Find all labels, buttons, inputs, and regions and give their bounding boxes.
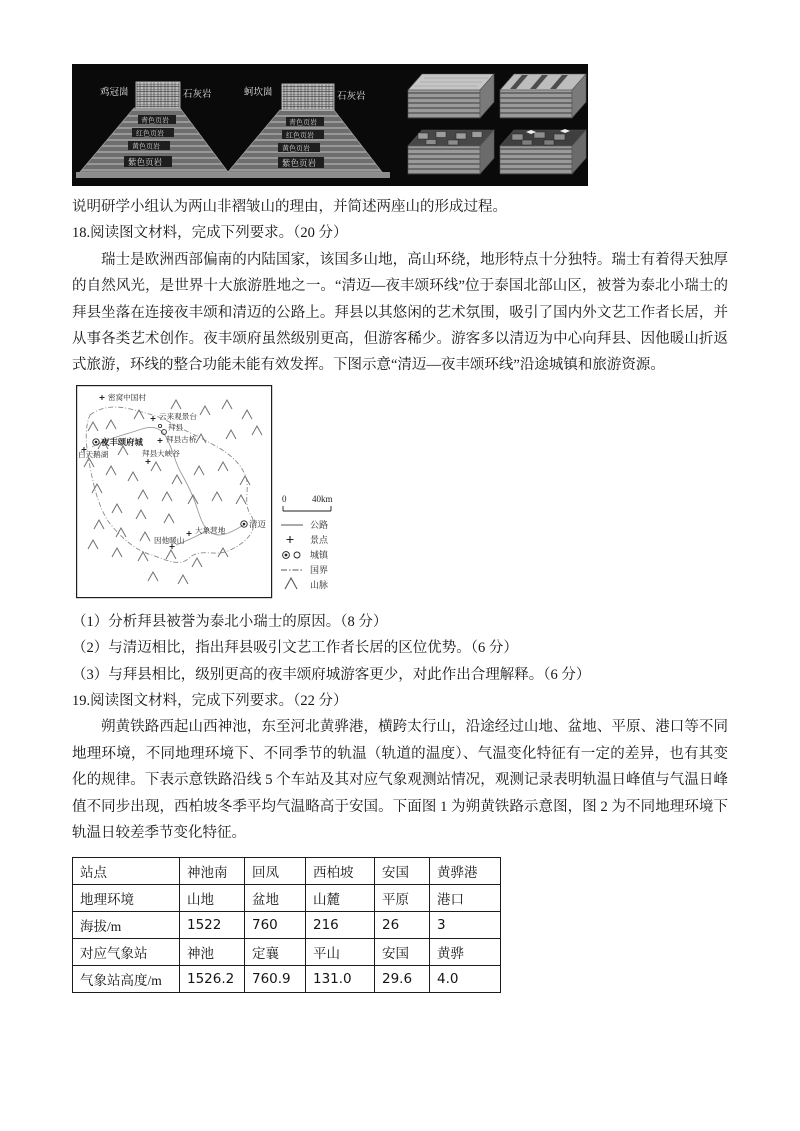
- table-cell: 131.0: [306, 965, 375, 992]
- erosion-block-4: [500, 129, 586, 174]
- layer-label: 紫色页岩: [282, 158, 317, 168]
- label-bridge: 拜县古桥: [166, 434, 197, 444]
- label-pai: 拜县: [168, 422, 184, 432]
- legend-mountain-label: 山脉: [310, 579, 329, 590]
- table-cell: 4.0: [430, 965, 501, 992]
- table-cell: 西柏坡: [306, 857, 375, 884]
- table-row: [73, 911, 501, 938]
- legend-road-label: 公路: [310, 519, 329, 530]
- table-cell: 神池南: [180, 857, 245, 884]
- layer-label: 黄色页岩: [282, 144, 310, 153]
- table-cell: 29.6: [375, 965, 430, 992]
- table-cell: 安国: [375, 857, 430, 884]
- table-cell: 黄骅港: [430, 857, 501, 884]
- layer-label: 黄色页岩: [132, 142, 160, 151]
- table-cell: 对应气象站: [73, 938, 180, 965]
- table-cell: 气象站高度/m: [73, 965, 180, 992]
- table-cell: 26: [375, 911, 430, 938]
- geology-figure: [72, 64, 588, 186]
- table-cell: 山地: [180, 884, 245, 911]
- table-row: [73, 884, 501, 911]
- scale-bar: [282, 494, 333, 511]
- layer-label: 青色页岩: [289, 118, 317, 127]
- scale-zero: 0: [282, 493, 287, 504]
- legend-spot-label: 景点: [310, 534, 329, 545]
- q18-heading: 18.阅读图文材料，完成下列要求。（20 分）: [72, 225, 348, 242]
- mountain-left-name: 鸡冠崮: [100, 88, 129, 98]
- table-row: [73, 857, 501, 884]
- legend-spot-icon: [287, 536, 294, 543]
- table-cell: 平原: [375, 884, 430, 911]
- table-cell: 回凤: [245, 857, 306, 884]
- table-cell: 平山: [306, 938, 375, 965]
- label-maehongson: 夜丰颂府城: [101, 437, 143, 447]
- table-cell: 安国: [375, 938, 430, 965]
- q18-paragraph: 瑞士是欧洲西部偏南的内陆国家，该国多山地，高山环绕，地形特点十分独特。瑞士有着得天独厚的自然风光，是世界十大旅游胜地之一。“清迈—夜丰颂环线”位于泰国北部山区，被誉为泰北小瑞士的拜县坐落在连接夜丰颂和清迈的公路上。拜县以其悠闲的艺术氛围，吸引了国内外文艺工作者长居，并从事各类艺术创作。夜丰颂府虽然级别更高，但游客稀少。游客多以清迈为中心向拜县、因他暖山折返式旅游，环线的整合功能未能有效发挥。下图示意“清迈—夜丰颂环线”沿途城镇和旅游资源。: [72, 251, 728, 374]
- erosion-block-2: [500, 74, 586, 118]
- route-map-figure: [76, 385, 406, 601]
- q18-sub1: （1）分析拜县被誉为泰北小瑞士的原因。（8 分）: [72, 613, 388, 630]
- q18-sub2: （2）与清迈相比，指出拜县吸引文艺工作者长居的区位优势。（6 分）: [72, 640, 518, 657]
- scale-max: 40km: [312, 493, 333, 504]
- legend-mountain-icon: [285, 578, 297, 589]
- table-cell: 盆地: [245, 884, 306, 911]
- erosion-block-1: [408, 74, 494, 118]
- label-canyon: 拜县大峡谷: [142, 448, 180, 458]
- table-cell: 黄骅: [430, 938, 501, 965]
- label-lake: 白天鹅湖: [78, 449, 109, 459]
- limestone-cap-left: [136, 82, 180, 108]
- label-elephant-camp: 大象营地: [195, 525, 226, 535]
- layer-label: 青色页岩: [141, 116, 169, 125]
- legend-border-label: 国界: [310, 564, 329, 575]
- label-chiangmai: 清迈: [249, 519, 266, 529]
- q19-heading: 19.阅读图文材料，完成下列要求。（22 分）: [72, 693, 348, 710]
- label-inthanon: 因他暖山: [154, 535, 185, 545]
- layer-label: 紫色页岩: [128, 157, 163, 167]
- legend-town-icon: [283, 551, 300, 558]
- limestone-label-left: 石灰岩: [183, 90, 212, 100]
- station-table: [72, 857, 501, 993]
- map-legend: [281, 519, 329, 590]
- mountain-right-name: 蚵坎崮: [244, 88, 273, 98]
- q17-tail-line: 说明研学小组认为两山非褶皱山的理由，并简述两座山的形成过程。: [72, 199, 507, 215]
- table-cell: 3: [430, 911, 501, 938]
- table-cell: 定襄: [245, 938, 306, 965]
- limestone-label-right: 石灰岩: [337, 92, 366, 102]
- q19-paragraph: 朔黄铁路西起山西神池，东至河北黄骅港，横跨太行山，沿途经过山地、盆地、平原、港口等不同地理环境，不同地理环境下、不同季节的轨温（轨道的温度）、气温变化特征有一定的差异，也有其变化的规律。下表示意铁路沿线 5 个车站及其对应气象观测站情况，观测记录表明轨温日峰值与气温日峰值不同步出现，西柏坡冬季平均气温略高于安国。下面图 1 为朔黄铁路示意图，图 2 为不同地理环境下轨温日较差季节变化特征。: [72, 719, 728, 842]
- table-cell: 山麓: [306, 884, 375, 911]
- table-row: [73, 965, 501, 992]
- layer-label: 红色页岩: [286, 131, 314, 140]
- table-cell: 海拔/m: [73, 911, 180, 938]
- table-cell: 760: [245, 911, 306, 938]
- table-row: [73, 938, 501, 965]
- table-cell: 地理环境: [73, 884, 180, 911]
- erosion-block-3: [408, 130, 494, 174]
- ground-strip: [76, 172, 390, 178]
- table-cell: 港口: [430, 884, 501, 911]
- table-cell: 760.9: [245, 965, 306, 992]
- label-village: 密窝中国村: [108, 392, 146, 402]
- table-cell: 1526.2: [180, 965, 245, 992]
- table-cell: 216: [306, 911, 375, 938]
- layer-label: 红色页岩: [136, 129, 164, 138]
- q18-sub3: （3）与拜县相比，级别更高的夜丰颂府城游客更少，对此作出合理解释。（6 分）: [72, 666, 591, 683]
- label-viewpoint: 云来观景台: [159, 411, 197, 421]
- table-cell: 神池: [180, 938, 245, 965]
- limestone-cap-right: [282, 84, 334, 110]
- table-cell: 站点: [73, 857, 180, 884]
- table-cell: 1522: [180, 911, 245, 938]
- legend-town-label: 城镇: [310, 549, 329, 560]
